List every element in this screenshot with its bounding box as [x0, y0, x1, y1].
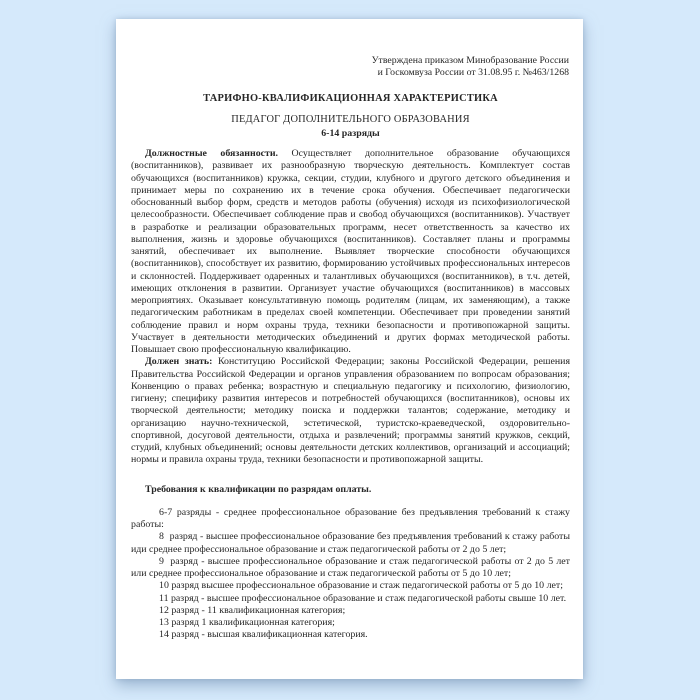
document-title: ТАРИФНО-КВАЛИФИКАЦИОННАЯ ХАРАКТЕРИСТИКА: [203, 93, 498, 104]
requirement-item: [131, 593, 570, 605]
requirement-number: 6-7: [159, 506, 173, 518]
requirement-item: [131, 531, 570, 556]
duties-paragraph: [131, 148, 570, 356]
requirement-item: [131, 617, 570, 629]
document-page: [116, 19, 583, 679]
must-know-text: Конституцию Российской Федерации; законы Российской Федерации, решения Правительства Российской Федерации и органов управления образованием по вопросам образования; Конвенцию о правах ребенка; возрастную и специальную педагогику и психологию, физиологию, гигиену; специфику развития интересов и потребностей обучающихся (воспитанников), основы их творческой деятельности; методику поиска и поддержки талантов; содержание, методику и организацию научно-технической, эстетической, туристско-краеведческой, оздоровительно-спортивной, досуговой деятельности, отдыха и развлечений; программы занятий кружков, секций, студий, клубных объединений; основы деятельности детских коллективов, организаций и ассоциаций; нормы и правила охраны труда, техники безопасности и противопожарной защиты.: [131, 356, 570, 466]
duties-lead: Должностные обязанности.: [145, 148, 279, 159]
requirement-item: [131, 580, 570, 592]
approval-stamp: [131, 55, 570, 79]
duties-text: Осуществляет дополнительное образование обучающихся (воспитанников), развивает их разнообразную творческую деятельность. Комплектует состав обучающихся (воспитанников) кружка, секции, студии, клубного и другого детского объединения и принимает меры по сохранению их в течение срока обучения. Обеспечивает педагогически обоснованный выбор форм, средств и методов работы (обучения) исходя из психофизиологической целесообразности. Обеспечивает соблюдение прав и свобод обучающихся (воспитанников). Участвует в разработке и реализации образовательных программ, несет ответственность за качество их выполнения, жизнь и здоровье обучающихся (воспитанников). Составляет планы и программы занятий, обеспечивает их выполнение. Выявляет творческие способности обучающихся (воспитанников), способствует их развитию, формированию устойчивых профессиональных интересов и склонностей. Поддерживает одаренных и талантливых обучающихся (воспитанников), в т.ч. детей, имеющих отклонения в развитии. Организует участие обучающихся (воспитанников) в массовых мероприятиях. Оказывает консультативную помощь родителям (лицам, их заменяющим), а также педагогическим работникам в пределах своей компетенции. Обеспечивает при проведении занятий соблюдение правил и норм охраны труда, техники безопасности и противопожарной защиты. Участвует в деятельности методических объединений и других формах методической работы. Повышает свою профессиональную квалификацию.: [131, 148, 571, 355]
must-know-paragraph: [131, 356, 570, 466]
requirements-list: [131, 507, 570, 642]
requirement-number: 10: [159, 580, 169, 592]
document-subtitle: ПЕДАГОГ ДОПОЛНИТЕЛЬНОГО ОБРАЗОВАНИЯ: [231, 114, 470, 125]
requirement-item: [131, 507, 570, 532]
approval-line-2: и Госкомвуза России от 31.08.95 г. №463/1268: [377, 67, 569, 78]
requirement-text: разряд высшее профессиональное образование и стаж педагогической работы от 5 до 10 лет;: [171, 580, 563, 592]
requirement-number: 8: [159, 531, 164, 543]
requirement-text: разряд - 11 квалификационная категория;: [171, 604, 346, 616]
requirement-number: 11: [159, 592, 169, 604]
requirement-item: [131, 629, 570, 641]
requirement-number: 12: [159, 604, 169, 616]
must-know-lead: Должен знать:: [145, 356, 213, 368]
requirement-number: 14: [159, 629, 169, 641]
grades-line: 6-14 разряды: [321, 127, 380, 139]
requirements-heading: Требования к квалификации по разрядам оплаты.: [145, 483, 372, 495]
requirement-number: 13: [159, 617, 169, 628]
requirement-item: [131, 605, 570, 617]
requirement-text: разряд - высшее профессиональное образование без предъявления требований к стажу работы иди среднее профессиональное образование и стаж педагогической работы от 2 до 5 лет;: [131, 531, 570, 555]
requirement-text: разряд 1 квалификационная категория;: [171, 617, 335, 628]
requirement-text: разряд - высшая квалификационная категория.: [171, 629, 368, 641]
requirement-text: разряд - высшее профессиональное образование и стаж педагогической работы свыше 10 лет.: [170, 592, 567, 604]
requirement-item: [131, 556, 570, 581]
requirement-number: 9: [159, 555, 164, 567]
requirement-text: разряды - среднее профессиональное образование без предъявления требований к стажу работы:: [131, 506, 570, 530]
requirement-text: разряд - высшее профессиональное образование и стаж педагогической работы от 2 до 5 лет или среднее профессиональное образование и стаж педагогической работы от 5 до 10 лет;: [131, 555, 570, 579]
approval-line-1: Утверждена приказом Минобразование России: [371, 55, 569, 66]
